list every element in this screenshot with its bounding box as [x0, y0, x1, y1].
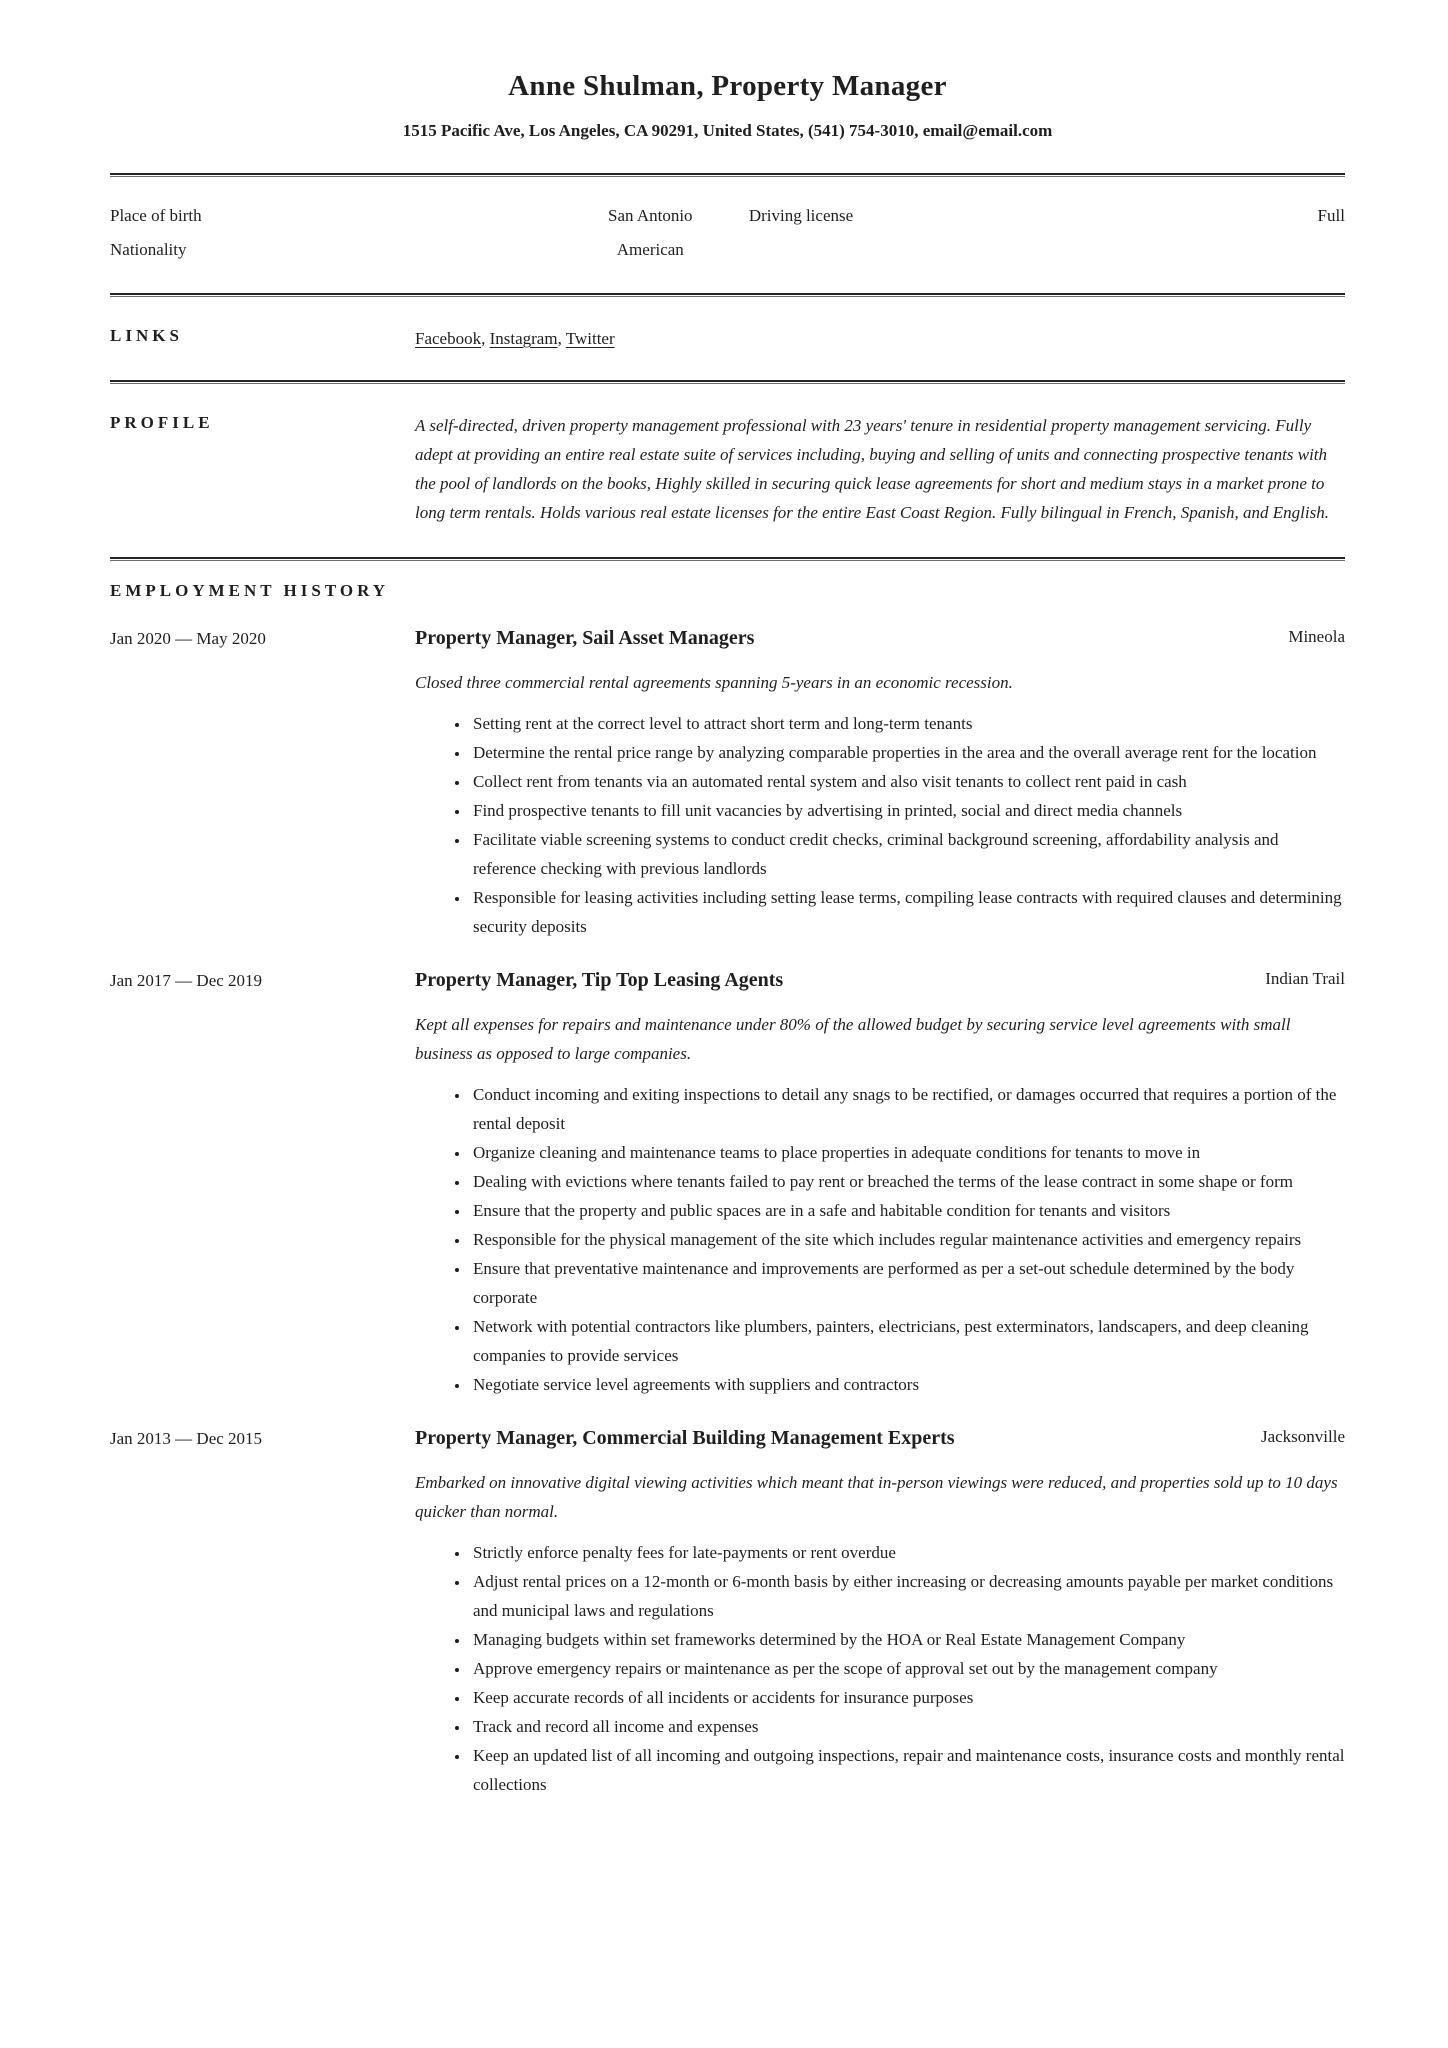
details-section [110, 177, 1345, 293]
bullet-item: • Ensure that preventative maintenance and improvements are performed as per a set-out schedule determined by the body corporate [470, 1254, 1345, 1312]
bullet-item: • Organize cleaning and maintenance teams to place properties in adequate conditions for tenants to move in [470, 1138, 1345, 1167]
job-dates: Jan 2013 — Dec 2015 [110, 1429, 263, 1448]
job-dates: Jan 2020 — May 2020 [110, 629, 266, 648]
job-entry [110, 967, 1345, 1399]
job-location: Mineola [1288, 627, 1345, 646]
bullet-item: • Negotiate service level agreements with suppliers and contractors [470, 1370, 1345, 1399]
profile-text: A self-directed, driven property management professional with 23 years' tenure in residential property management servicing. Fully adept at providing an entire real estate suite of services including, buying and selling of units and connecting prospective tenants with the pool of landlords on the books, Highly skilled in securing quick lease agreements for short and medium stays in a market prone to long term rentals. Holds various real estate licenses for the entire East Coast Region. Fully bilingual in French, Spanish, and English. [415, 416, 1329, 522]
job-head [415, 625, 1345, 651]
bullet-item: • Ensure that the property and public spaces are in a safe and habitable condition for tenants and visitors [470, 1196, 1345, 1225]
employment-section [110, 561, 1345, 1799]
bullet-item: • Conduct incoming and exiting inspections to detail any snags to be rectified, or damages occurred that requires a portion of the rental deposit [470, 1080, 1345, 1138]
bullet-list [415, 1080, 1345, 1399]
job-entry [110, 625, 1345, 941]
bullet-list [415, 1538, 1345, 1799]
bullet-item: • Dealing with evictions where tenants failed to pay rent or breached the terms of the lease contract in some shape or form [470, 1167, 1345, 1196]
detail-value-driving-license: Full [1317, 206, 1345, 225]
link-separator: , [481, 329, 490, 348]
contact-line: 1515 Pacific Ave, Los Angeles, CA 90291, United States, (541) 754-3010, email@email.com [402, 121, 1053, 140]
job-summary: Closed three commercial rental agreements spanning 5-years in an economic recession. [415, 673, 1013, 692]
job-title: Property Manager, Sail Asset Managers [415, 627, 755, 649]
detail-label-driving-license: Driving license [748, 206, 854, 225]
bullet-item: • Managing budgets within set frameworks determined by the HOA or Real Estate Management Company [470, 1625, 1345, 1654]
job-main [415, 967, 1345, 1399]
bullet-item: • Strictly enforce penalty fees for late-payments or rent overdue [470, 1538, 1345, 1567]
bullet-item: • Adjust rental prices on a 12-month or 6-month basis by either increasing or decreasing amounts payable per market conditions and municipal laws and regulations [470, 1567, 1345, 1625]
bullet-item: • Responsible for leasing activities including setting lease terms, compiling lease contracts with required clauses and determining security deposits [470, 883, 1345, 941]
job-location: Indian Trail [1265, 969, 1345, 988]
bullet-item: • Responsible for the physical management of the site which includes regular maintenance activities and emergency repairs [470, 1225, 1345, 1254]
job-title: Property Manager, Commercial Building Management Experts [415, 1427, 955, 1449]
bullet-item: • Network with potential contractors like plumbers, painters, electricians, pest exterminators, landscapers, and deep cleaning companies to provide services [470, 1312, 1345, 1370]
details-row [110, 199, 1345, 233]
job-head [415, 967, 1345, 993]
detail-value-place-of-birth: San Antonio [608, 206, 693, 225]
job-main [415, 1425, 1345, 1799]
bullet-item: • Approve emergency repairs or maintenance as per the scope of approval set out by the management company [470, 1654, 1345, 1683]
job-title: Property Manager, Tip Top Leasing Agents [415, 969, 784, 991]
links-list [415, 324, 1345, 353]
link-facebook[interactable]: Facebook [415, 329, 482, 348]
details-row [110, 233, 1345, 267]
job-dates: Jan 2017 — Dec 2019 [110, 971, 263, 990]
profile-section [110, 384, 1345, 557]
bullet-item: • Keep an updated list of all incoming and outgoing inspections, repair and maintenance costs, insurance costs and monthly rental collections [470, 1741, 1345, 1799]
link-twitter[interactable]: Twitter [565, 329, 615, 348]
bullet-item: • Determine the rental price range by analyzing comparable properties in the area and the overall average rent for the location [470, 738, 1345, 767]
links-section [110, 297, 1345, 380]
bullet-item: • Collect rent from tenants via an automated rental system and also visit tenants to collect rent paid in cash [470, 767, 1345, 796]
links-heading: LINKS [110, 326, 183, 345]
bullet-item: • Track and record all income and expenses [470, 1712, 1345, 1741]
bullet-item: • Setting rent at the correct level to attract short term and long-term tenants [470, 709, 1345, 738]
job-summary: Embarked on innovative digital viewing activities which meant that in-person viewings were reduced, and properties sold up to 10 days quicker than normal. [415, 1473, 1338, 1521]
bullet-item: • Keep accurate records of all incidents or accidents for insurance purposes [470, 1683, 1345, 1712]
bullet-item: • Facilitate viable screening systems to conduct credit checks, criminal background screening, affordability analysis and reference checking with previous landlords [470, 825, 1345, 883]
link-separator: , [557, 329, 566, 348]
job-summary: Kept all expenses for repairs and maintenance under 80% of the allowed budget by securing service level agreements with small business as opposed to large companies. [415, 1015, 1291, 1063]
profile-heading: PROFILE [110, 413, 214, 432]
page-title: Anne Shulman, Property Manager [508, 70, 947, 102]
bullet-list [415, 709, 1345, 941]
link-instagram[interactable]: Instagram [489, 329, 558, 348]
bullet-item: • Find prospective tenants to fill unit vacancies by advertising in printed, social and direct media channels [470, 796, 1345, 825]
job-main [415, 625, 1345, 941]
job-head [415, 1425, 1345, 1451]
detail-value-nationality: American [616, 240, 684, 259]
job-location: Jacksonville [1260, 1427, 1345, 1446]
job-entry [110, 1425, 1345, 1799]
detail-label-place-of-birth: Place of birth [110, 206, 202, 225]
employment-heading: EMPLOYMENT HISTORY [110, 581, 390, 600]
detail-label-nationality: Nationality [110, 240, 187, 259]
